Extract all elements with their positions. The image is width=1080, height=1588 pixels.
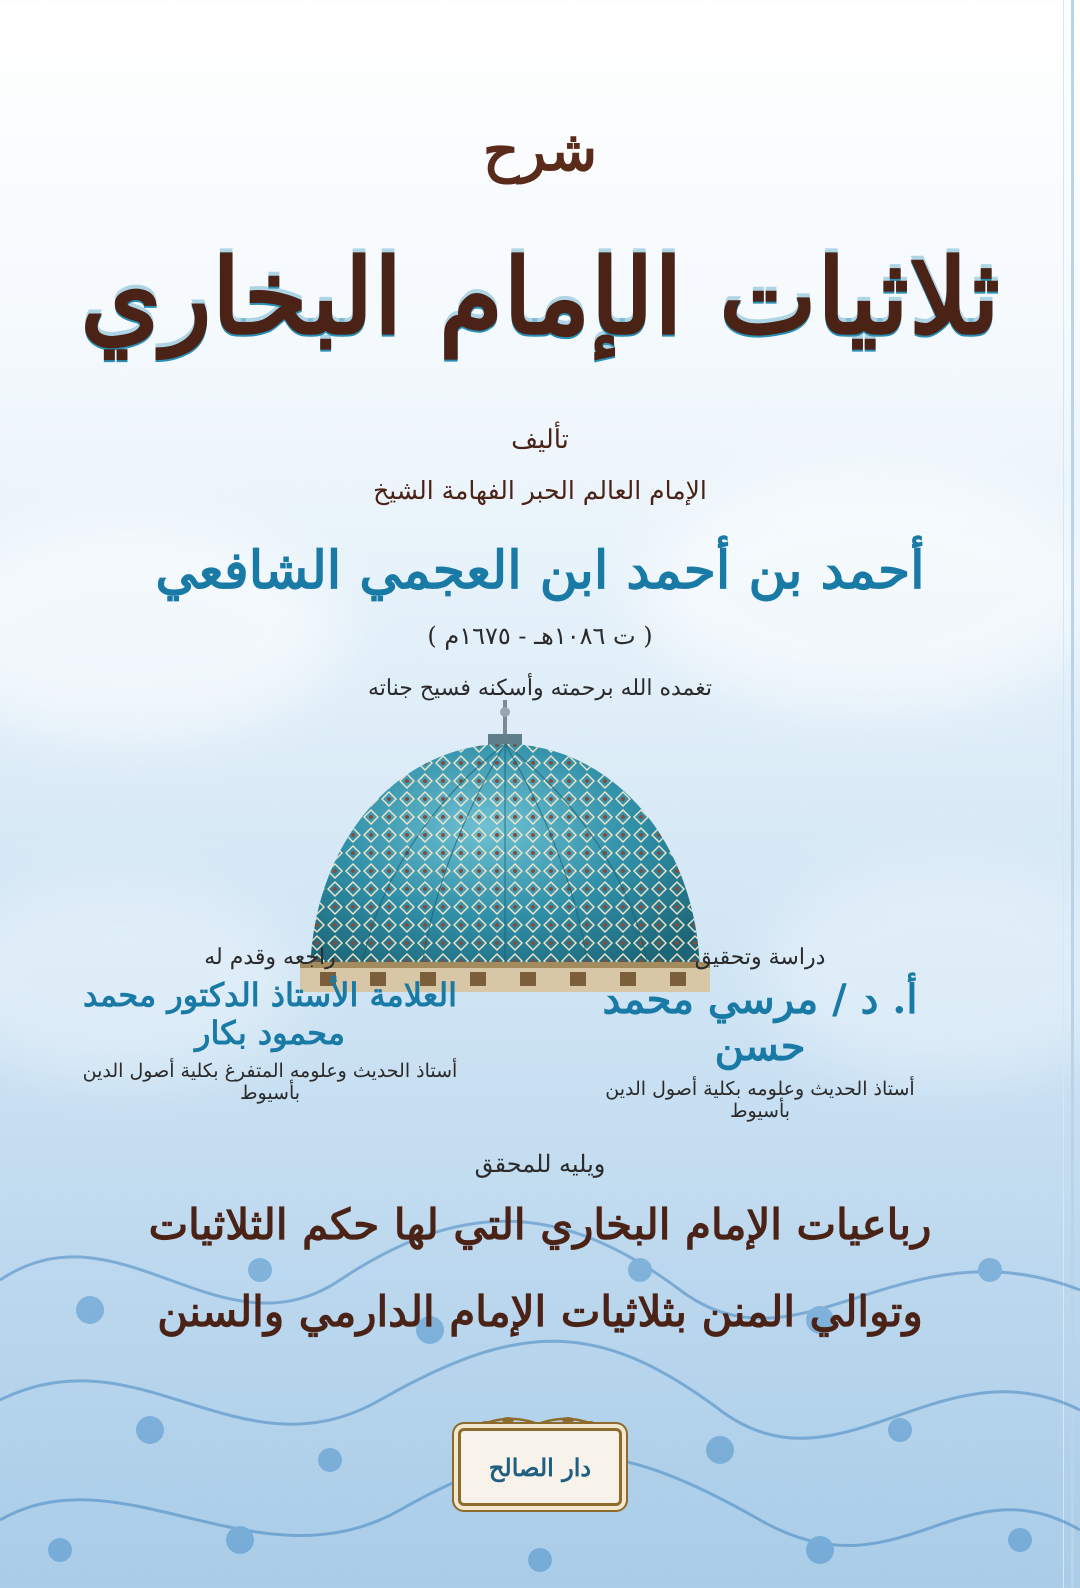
subtitle-line-2: وتوالي المنن بثلاثيات الإمام الدارمي والسنن (157, 1287, 923, 1336)
authored-label: تأليف (511, 425, 569, 455)
publisher-logo (458, 1428, 622, 1506)
prayer-line: تغمده الله برحمته وأسكنه فسيح جناته (368, 676, 712, 701)
investigator-name: أ. د / مرسي محمد حسن (602, 976, 918, 1070)
followed-by-label: ويليه للمحقق (474, 1150, 606, 1178)
investigator-credit (580, 945, 940, 1122)
subtitle-line-1: رباعيات الإمام البخاري التي لها حكم الثلاثيات (148, 1200, 932, 1249)
investigator-description: أستاذ الحديث وعلومه بكلية أصول الدين بأسيوط (605, 1078, 915, 1122)
author-titles: الإمام العالم الحبر الفهامة الشيخ (373, 476, 707, 505)
reviewer-description: أستاذ الحديث وعلومه المتفرغ بكلية أصول الدين بأسيوط (82, 1060, 458, 1104)
reviewer-credit (60, 945, 480, 1104)
author-name: أحمد بن أحمد ابن العجمي الشافعي (155, 540, 925, 601)
reviewer-label: راجعه وقدم له (204, 945, 336, 970)
author-dates: ( ت ١٠٨٦هـ - ١٦٧٥م ) (427, 622, 653, 650)
investigator-label: دراسة وتحقيق (694, 945, 826, 970)
reviewer-name: العلامة الأستاذ الدكتور محمد محمود بكار (83, 976, 457, 1052)
publisher-name: دار الصالح (488, 1452, 592, 1482)
main-title: ثلاثيات الإمام البخاري (80, 235, 1000, 358)
pre-title: شرح (483, 118, 597, 184)
